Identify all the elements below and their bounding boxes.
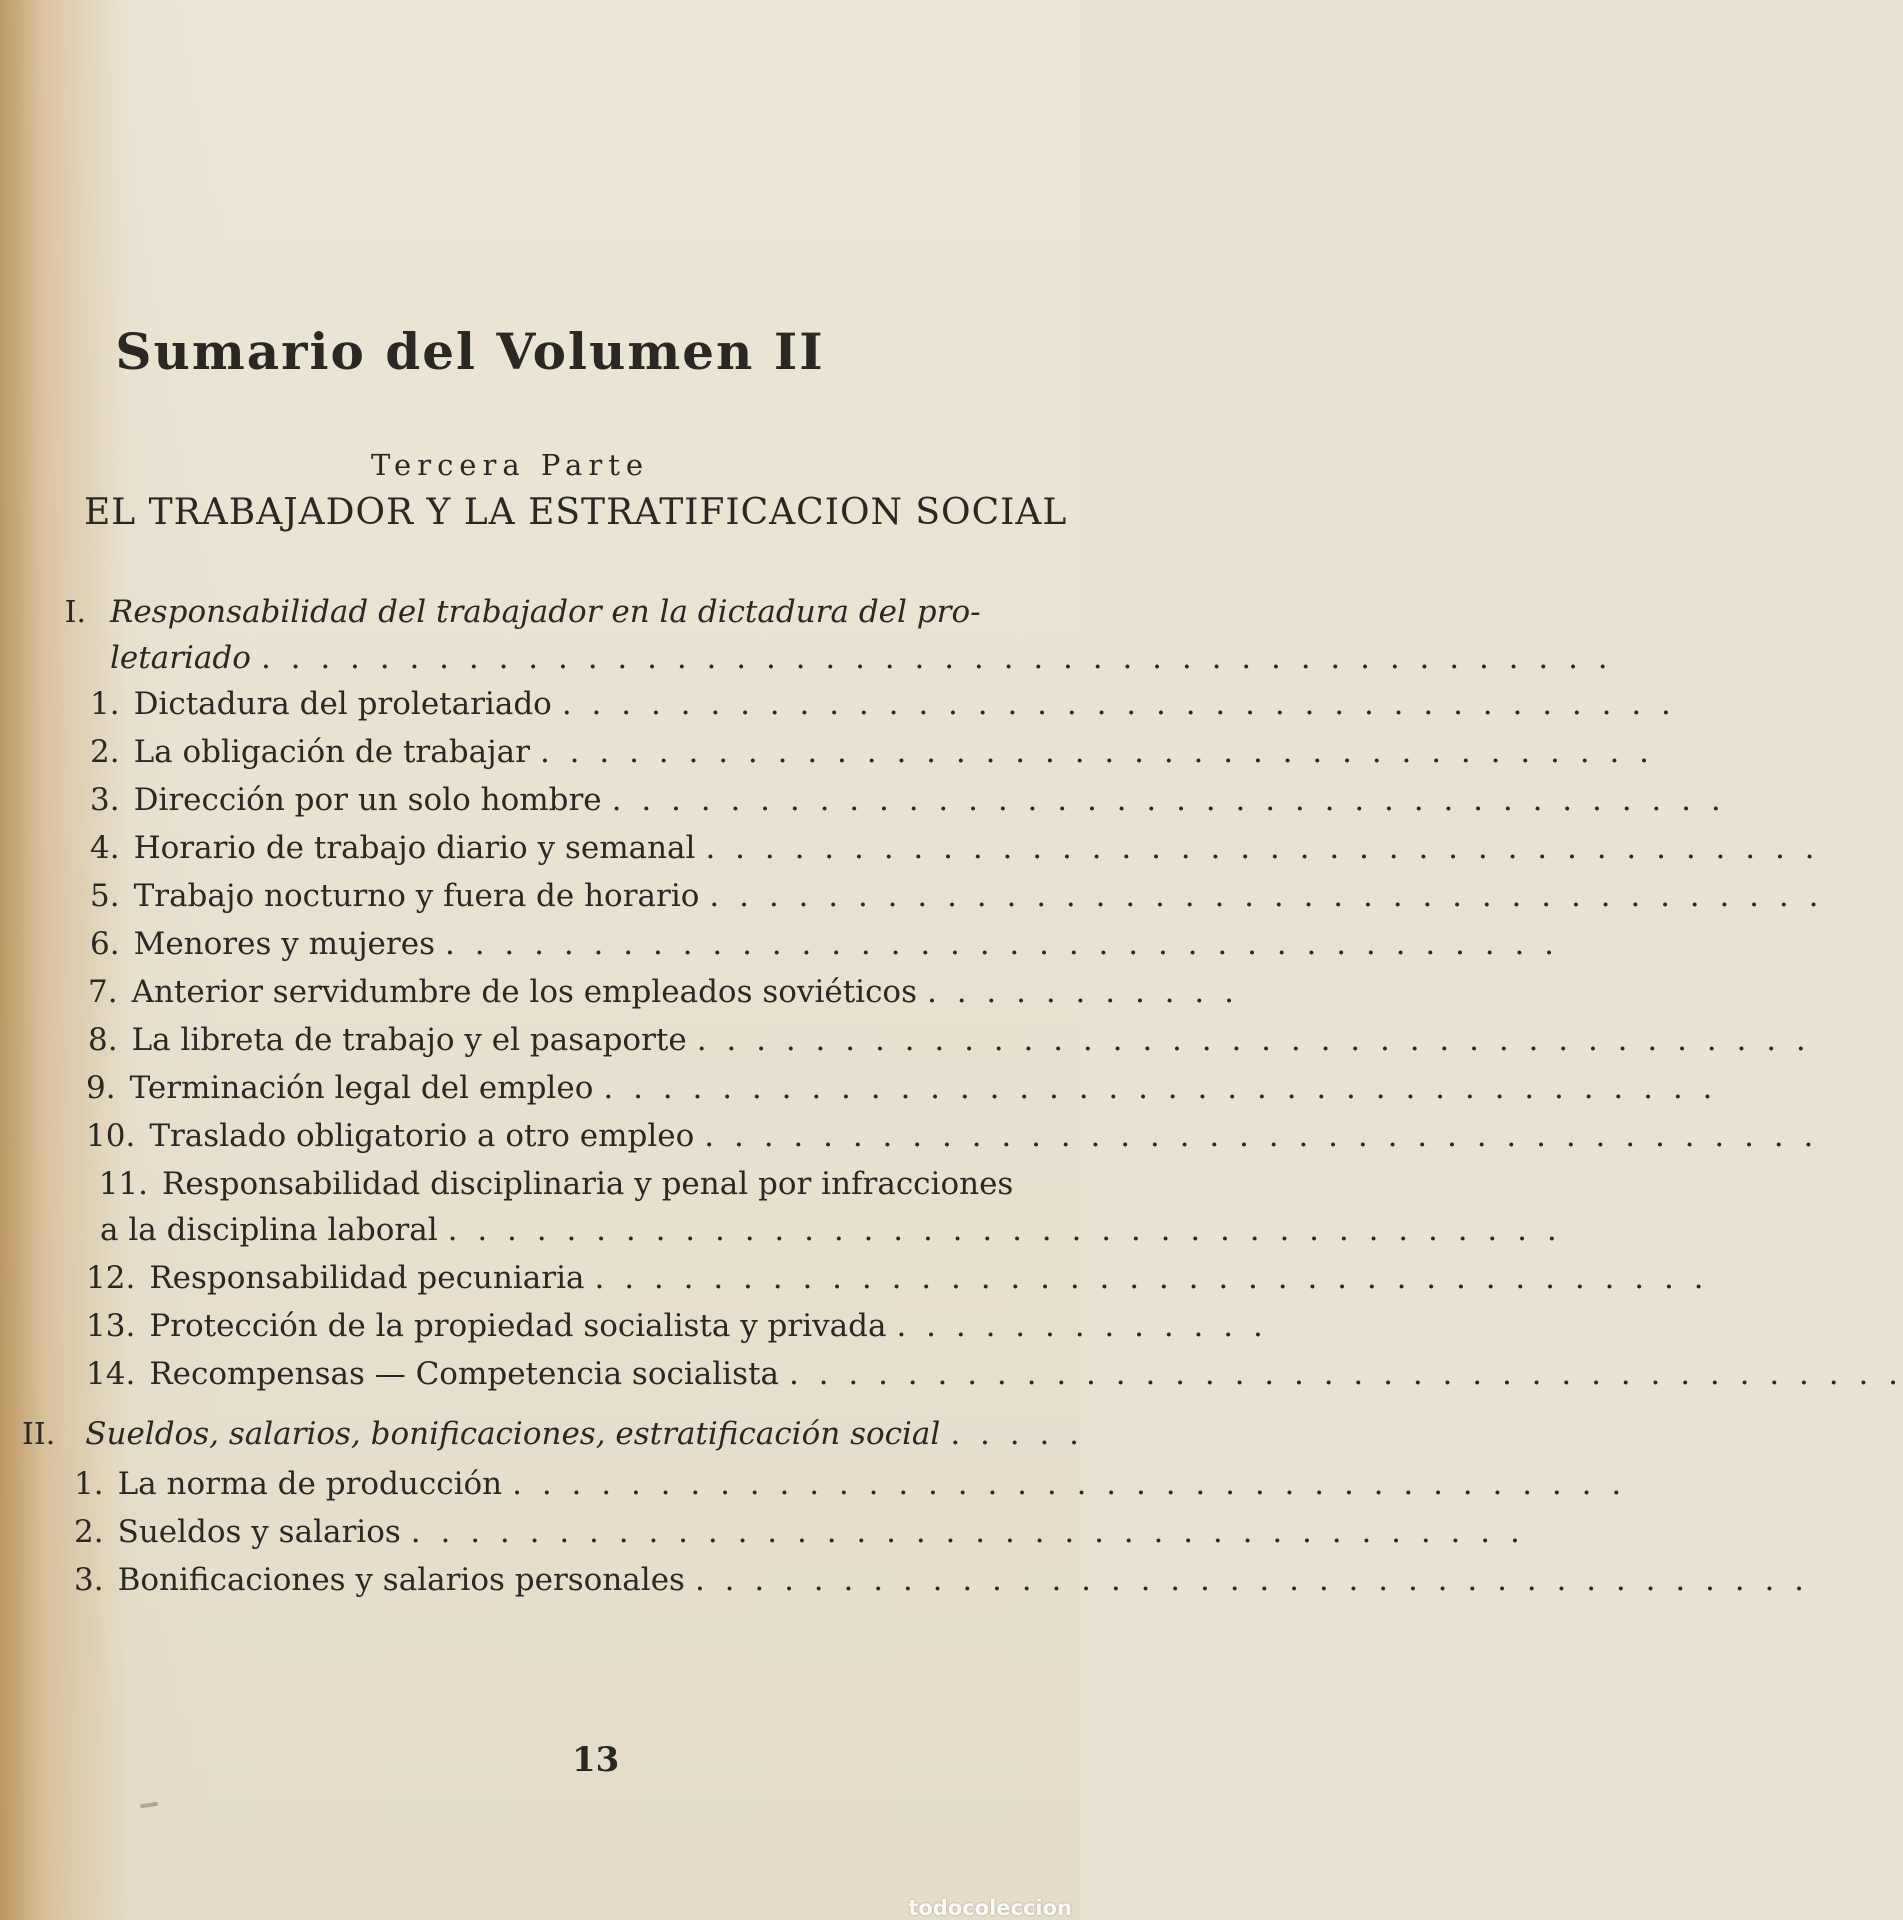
toc-chapter-2 xyxy=(22,1416,1085,1452)
toc-item: 5. Trabajo nocturno y fuera de horario . . . . . . . . . . . . . . . . . . . . . . . . . . . . . . . . . . . . . . xyxy=(90,878,1824,914)
toc-item: 4. Horario de trabajo diario y semanal . . . . . . . . . . . . . . . . . . . . . . . . . . . . . . . . . . . . . . xyxy=(90,830,1820,866)
dot-leader: . . . . . . . . . . . . . . . . . . . . . . . . . . . . . . . . . . . . . . xyxy=(705,830,1820,866)
dot-leader: . . . . . . . . . . . . . . . . . . . . . . . . . . . . . . . . . . . . . . xyxy=(611,782,1726,818)
dot-leader: . . . . . . . . . . . . . . . . . . . . . . . . . . . . . . . . . . . . . . xyxy=(709,878,1824,914)
dot-leader: . . . . . . . . . . . . . . . . . . . . . . . . . . . . . . . . . . . . . . xyxy=(444,926,1560,962)
dot-leader: . . . . . . . . . . . . . . . . . . . . . . . . . . . . . . . . . . . . . . xyxy=(447,1212,1562,1248)
chapter-number: I. xyxy=(64,595,86,630)
dot-leader: . . . . . xyxy=(950,1416,1085,1452)
chapter-title: Responsabilidad del trabajador en la dictadura del pro- xyxy=(110,594,981,630)
dot-leader: . . . . . . . . . . . . . . . . . . . . . . . . . . . . . . . . . . . . . . xyxy=(788,1356,1903,1392)
toc-item: 1. Dictadura del proletariado . . . . . . . . . . . . . . . . . . . . . . . . . . . . . . . . . . . . . . xyxy=(90,686,1676,722)
dot-leader: . . . . . . . . . . . . . . . . . . . . . . . . . . . . . . . . . . . . . . xyxy=(410,1514,1525,1550)
page-number: 13 xyxy=(572,1740,620,1780)
dot-leader: . . . . . . . . . . . . . . . . . . . . . . . . . . . . . . . . . . . . . . xyxy=(603,1070,1718,1106)
toc-item: 11. Responsabilidad disciplinaria y penal por infracciones xyxy=(98,1166,1014,1202)
toc-item: 9. Terminación legal del empleo . . . . . . . . . . . . . . . . . . . . . . . . . . . . . . . . . . . . . . xyxy=(86,1070,1718,1106)
chapter-number: II. xyxy=(22,1417,56,1452)
toc-chapter-1 xyxy=(52,594,1012,630)
dot-leader: . . . . . . . . . . . . . . . . . . . . . . . . . . . . . . . . . . . . . . xyxy=(696,1022,1811,1058)
toc-item: 3. Bonificaciones y salarios personales . . . . . . . . . . . . . . . . . . . . . . . . . . . . . . . . . . . . . . xyxy=(74,1562,1810,1598)
toc-item: 1. La norma de producción . . . . . . . . . . . . . . . . . . . . . . . . . . . . . . . . . . . . . . xyxy=(74,1466,1627,1502)
chapter-title: Sueldos, salarios, bonificaciones, estratificación social xyxy=(85,1416,941,1452)
toc-item: 3. Dirección por un solo hombre . . . . . . . . . . . . . . . . . . . . . . . . . . . . . . . . . . . . . . xyxy=(90,782,1726,818)
toc-item: 2. La obligación de trabajar . . . . . . . . . . . . . . . . . . . . . . . . . . . . . . . . . . . . . . xyxy=(90,734,1655,770)
part-title: EL TRABAJADOR Y LA ESTRATIFICACION SOCIAL xyxy=(84,492,1068,533)
toc-item: 2. Sueldos y salarios . . . . . . . . . . . . . . . . . . . . . . . . . . . . . . . . . . . . . . xyxy=(74,1514,1525,1550)
dot-leader: . . . . . . . . . . . . . . . . . . . . . . . . . . . . . . . . . . . . . . xyxy=(594,1260,1709,1296)
page-title: Sumario del Volumen II xyxy=(115,322,825,381)
toc-chapter-1-continued xyxy=(110,640,1613,676)
toc-item: 12. Responsabilidad pecuniaria . . . . . . . . . . . . . . . . . . . . . . . . . . . . . . . . . . . . . . xyxy=(86,1260,1709,1296)
dot-leader: . . . . . . . . . . . . . . . . . . . . . . . . . . . . . . . . . . . . . . xyxy=(512,1466,1627,1502)
toc-item: 7. Anterior servidumbre de los empleados soviéticos . . . . . . . . . . . xyxy=(88,974,1239,1010)
chapter-title-continued: letariado xyxy=(110,640,251,676)
dot-leader: . . . . . . . . . . . . . xyxy=(896,1308,1268,1344)
dot-leader: . . . . . . . . . . . . . . . . . . . . . . . . . . . . . . . . . . . . . . xyxy=(694,1562,1810,1598)
dot-leader: . . . . . . . . . . . . . . . . . . . . . . . . . . . . . . . . . . . . . . . . . . . . . . xyxy=(260,640,1613,676)
toc-item: 6. Menores y mujeres . . . . . . . . . . . . . . . . . . . . . . . . . . . . . . . . . . . . . . xyxy=(90,926,1560,962)
watermark: todocoleccion xyxy=(908,1896,1072,1920)
dot-leader: . . . . . . . . . . . . . . . . . . . . . . . . . . . . . . . . . . . . . . xyxy=(561,686,1676,722)
toc-item: 13. Protección de la propiedad socialista y privada . . . . . . . . . . . . . xyxy=(86,1308,1268,1344)
toc-item: 10. Traslado obligatorio a otro empleo . . . . . . . . . . . . . . . . . . . . . . . . . . . . . . . . . . . . . . xyxy=(86,1118,1819,1154)
dot-leader: . . . . . . . . . . . . . . . . . . . . . . . . . . . . . . . . . . . . . . xyxy=(704,1118,1819,1154)
ink-mark xyxy=(140,1802,158,1808)
toc-item: 14. Recompensas — Competencia socialista . . . . . . . . . . . . . . . . . . . . . . . . . . . . . . . . . . . . . . xyxy=(86,1356,1903,1392)
toc-item: 8. La libreta de trabajo y el pasaporte . . . . . . . . . . . . . . . . . . . . . . . . . . . . . . . . . . . . . . xyxy=(88,1022,1811,1058)
toc-item-continued: a la disciplina laboral . . . . . . . . . . . . . . . . . . . . . . . . . . . . . . . . . . . . . . xyxy=(100,1212,1562,1248)
dot-leader: . . . . . . . . . . . xyxy=(927,974,1239,1010)
dot-leader: . . . . . . . . . . . . . . . . . . . . . . . . . . . . . . . . . . . . . . xyxy=(539,734,1655,770)
part-label: Tercera Parte xyxy=(370,448,650,482)
